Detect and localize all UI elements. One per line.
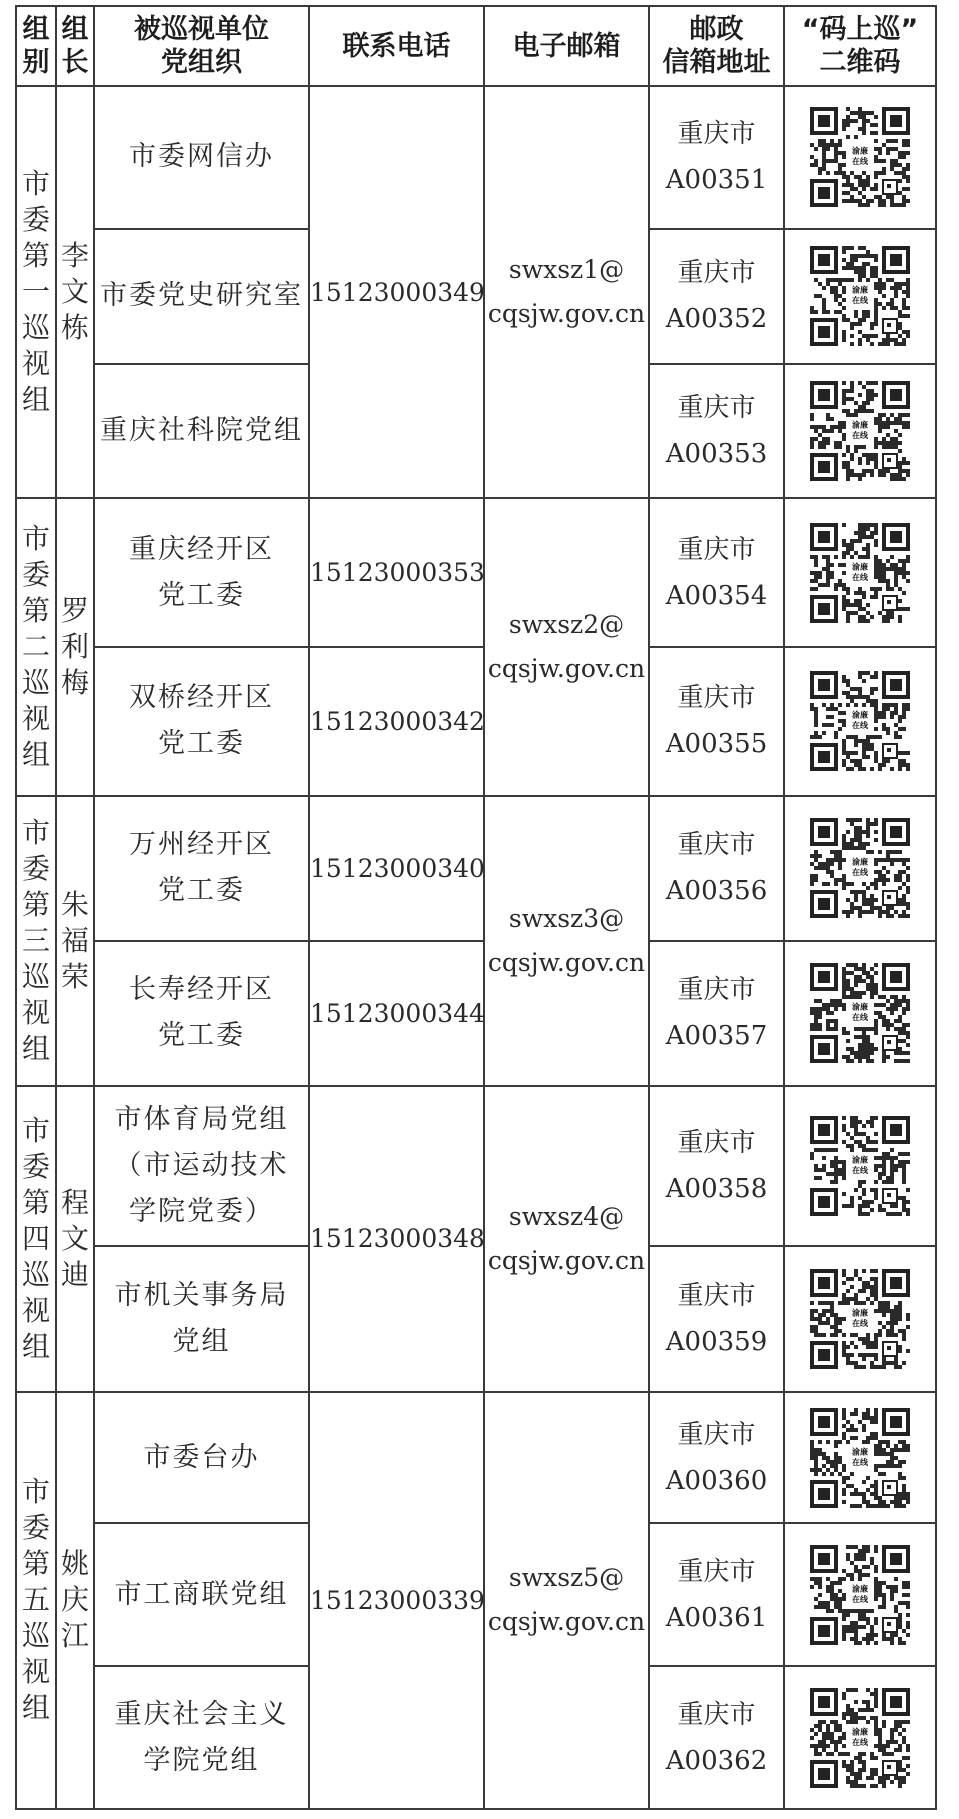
unit-cell bbox=[94, 86, 309, 229]
qr-code-icon bbox=[810, 1269, 910, 1369]
email-cell bbox=[484, 1086, 649, 1392]
unit-line: 市工商联党组 bbox=[114, 1578, 289, 1610]
qr-cell bbox=[784, 1086, 936, 1246]
table-row bbox=[16, 647, 936, 796]
postal-city: 重庆市 bbox=[677, 119, 756, 150]
header-unit: 被巡视单位 党组织 bbox=[94, 6, 309, 86]
phone-cell bbox=[309, 498, 484, 647]
table-row bbox=[16, 941, 936, 1086]
email-line: swxsz5@ bbox=[508, 1563, 625, 1593]
email-line: cqsjw.gov.cn bbox=[487, 299, 646, 329]
phone-cell bbox=[309, 86, 484, 498]
unit-line: 重庆社科院党组 bbox=[100, 415, 303, 447]
postal-city: 重庆市 bbox=[677, 1699, 756, 1730]
qr-code-icon bbox=[810, 1408, 910, 1508]
group-name-cell bbox=[16, 796, 56, 1086]
svg-text:在线: 在线 bbox=[852, 1737, 868, 1747]
svg-text:渝廉: 渝廉 bbox=[852, 420, 868, 430]
unit-line: 党工委 bbox=[158, 579, 245, 611]
svg-text:在线: 在线 bbox=[852, 1318, 868, 1328]
email-line: cqsjw.gov.cn bbox=[487, 1245, 646, 1275]
unit-line: 学院党委） bbox=[129, 1195, 274, 1227]
phone-number: 15123000344 bbox=[310, 998, 485, 1028]
qr-cell bbox=[784, 796, 936, 941]
unit-cell bbox=[94, 1523, 309, 1666]
table-row bbox=[16, 1086, 936, 1246]
postal-cell bbox=[649, 1086, 784, 1246]
svg-text:在线: 在线 bbox=[852, 296, 868, 306]
qr-cell bbox=[784, 1523, 936, 1666]
phone-cell bbox=[309, 1086, 484, 1392]
qr-cell bbox=[784, 364, 936, 499]
table-row bbox=[16, 796, 936, 941]
unit-cell bbox=[94, 941, 309, 1086]
header-email: 电子邮箱 bbox=[484, 6, 649, 86]
inspection-contact-table bbox=[15, 5, 937, 1810]
header-qr: “码上巡” 二维码 bbox=[784, 6, 936, 86]
postal-cell bbox=[649, 364, 784, 499]
svg-text:在线: 在线 bbox=[852, 430, 868, 440]
unit-cell bbox=[94, 1666, 309, 1809]
group-name: 市委第二巡视组 bbox=[21, 521, 50, 771]
group-name: 市委第一巡视组 bbox=[21, 167, 50, 417]
group-leader-cell bbox=[56, 498, 94, 795]
email-cell bbox=[484, 796, 649, 1086]
qr-code-icon bbox=[810, 671, 910, 771]
postal-cell bbox=[649, 647, 784, 796]
postal-code: A00352 bbox=[665, 304, 768, 335]
qr-cell bbox=[784, 86, 936, 229]
svg-text:在线: 在线 bbox=[852, 1012, 868, 1022]
svg-text:在线: 在线 bbox=[852, 721, 868, 731]
postal-code: A00354 bbox=[665, 580, 768, 611]
svg-text:在线: 在线 bbox=[852, 1594, 868, 1604]
postal-city: 重庆市 bbox=[677, 830, 756, 861]
phone-number: 15123000348 bbox=[310, 1224, 485, 1254]
email-line: swxsz4@ bbox=[508, 1201, 625, 1231]
qr-cell bbox=[784, 1392, 936, 1523]
postal-cell bbox=[649, 229, 784, 364]
unit-cell bbox=[94, 364, 309, 499]
qr-code-icon bbox=[810, 818, 910, 918]
qr-cell bbox=[784, 1666, 936, 1809]
postal-city: 重庆市 bbox=[677, 683, 756, 714]
qr-code-icon bbox=[810, 1116, 910, 1216]
svg-text:在线: 在线 bbox=[852, 1165, 868, 1175]
postal-cell bbox=[649, 1392, 784, 1523]
group-name-cell bbox=[16, 1086, 56, 1392]
svg-text:渝廉: 渝廉 bbox=[852, 1584, 868, 1594]
postal-cell bbox=[649, 498, 784, 647]
email-cell bbox=[484, 86, 649, 498]
table-row bbox=[16, 86, 936, 229]
postal-city: 重庆市 bbox=[677, 975, 756, 1006]
postal-code: A00358 bbox=[665, 1173, 768, 1204]
postal-cell bbox=[649, 796, 784, 941]
unit-line: 党工委 bbox=[158, 728, 245, 760]
phone-number: 15123000340 bbox=[310, 853, 485, 883]
group-leader-cell bbox=[56, 86, 94, 498]
postal-cell bbox=[649, 1523, 784, 1666]
postal-city: 重庆市 bbox=[677, 1127, 756, 1158]
phone-cell bbox=[309, 647, 484, 796]
phone-number: 15123000339 bbox=[310, 1585, 485, 1615]
table-body bbox=[16, 86, 936, 1809]
unit-cell bbox=[94, 229, 309, 364]
group-leader: 李文栋 bbox=[60, 239, 89, 345]
postal-city: 重庆市 bbox=[677, 258, 756, 289]
svg-text:渝廉: 渝廉 bbox=[852, 146, 868, 156]
svg-text:渝廉: 渝廉 bbox=[852, 285, 868, 295]
header-row bbox=[16, 6, 936, 86]
phone-number: 15123000353 bbox=[310, 558, 485, 588]
qr-cell bbox=[784, 647, 936, 796]
unit-line: 市体育局党组 bbox=[114, 1103, 289, 1135]
table-row bbox=[16, 1392, 936, 1523]
qr-cell bbox=[784, 941, 936, 1086]
qr-code-icon bbox=[810, 246, 910, 346]
unit-line: 党组 bbox=[172, 1325, 231, 1357]
group-name: 市委第三巡视组 bbox=[21, 815, 50, 1065]
group-name: 市委第五巡视组 bbox=[21, 1475, 50, 1725]
unit-line: 市委台办 bbox=[143, 1441, 260, 1473]
header-postal: 邮政 信箱地址 bbox=[649, 6, 784, 86]
unit-line: 重庆社会主义 bbox=[114, 1698, 289, 1730]
postal-city: 重庆市 bbox=[677, 1419, 756, 1450]
unit-line: 长寿经开区 bbox=[129, 974, 274, 1006]
email-line: cqsjw.gov.cn bbox=[487, 653, 646, 683]
postal-city: 重庆市 bbox=[677, 1280, 756, 1311]
svg-text:渝廉: 渝廉 bbox=[852, 1155, 868, 1165]
svg-text:在线: 在线 bbox=[852, 157, 868, 167]
qr-code-icon bbox=[810, 107, 910, 207]
postal-code: A00359 bbox=[665, 1326, 768, 1357]
group-leader: 程文迪 bbox=[60, 1185, 89, 1291]
postal-code: A00355 bbox=[665, 729, 768, 760]
unit-line: 学院党组 bbox=[143, 1744, 260, 1776]
group-leader-cell bbox=[56, 796, 94, 1086]
email-line: swxsz3@ bbox=[508, 903, 625, 933]
unit-line: 党工委 bbox=[158, 1020, 245, 1052]
group-name-cell bbox=[16, 498, 56, 795]
unit-line: 市委党史研究室 bbox=[100, 280, 303, 312]
svg-text:在线: 在线 bbox=[852, 867, 868, 877]
header-leader: 组 长 bbox=[56, 6, 94, 86]
group-leader-cell bbox=[56, 1392, 94, 1809]
svg-text:在线: 在线 bbox=[852, 1457, 868, 1467]
unit-line: （市运动技术 bbox=[114, 1149, 289, 1181]
qr-code-icon bbox=[810, 963, 910, 1063]
postal-code: A00361 bbox=[665, 1602, 768, 1633]
svg-text:渝廉: 渝廉 bbox=[852, 1446, 868, 1456]
postal-cell bbox=[649, 941, 784, 1086]
unit-cell bbox=[94, 1086, 309, 1246]
unit-cell bbox=[94, 647, 309, 796]
group-name-cell bbox=[16, 1392, 56, 1809]
unit-cell bbox=[94, 1246, 309, 1392]
group-leader: 姚庆江 bbox=[60, 1547, 89, 1653]
svg-text:在线: 在线 bbox=[852, 572, 868, 582]
postal-cell bbox=[649, 1246, 784, 1392]
email-cell bbox=[484, 498, 649, 795]
postal-city: 重庆市 bbox=[677, 1556, 756, 1587]
group-leader: 朱福荣 bbox=[60, 887, 89, 993]
group-name-cell bbox=[16, 86, 56, 498]
phone-cell bbox=[309, 1392, 484, 1809]
svg-text:渝廉: 渝廉 bbox=[852, 1726, 868, 1736]
postal-code: A00357 bbox=[665, 1021, 768, 1052]
header-phone: 联系电话 bbox=[309, 6, 484, 86]
email-line: cqsjw.gov.cn bbox=[487, 947, 646, 977]
svg-text:渝廉: 渝廉 bbox=[852, 562, 868, 572]
postal-cell bbox=[649, 1666, 784, 1809]
qr-code-icon bbox=[810, 1688, 910, 1788]
svg-text:渝廉: 渝廉 bbox=[852, 1308, 868, 1318]
phone-number: 15123000342 bbox=[310, 706, 485, 736]
unit-line: 双桥经开区 bbox=[129, 682, 274, 714]
postal-code: A00360 bbox=[665, 1465, 768, 1496]
group-leader: 罗利梅 bbox=[60, 593, 89, 699]
postal-code: A00356 bbox=[665, 876, 768, 907]
qr-cell bbox=[784, 229, 936, 364]
postal-code: A00351 bbox=[665, 165, 768, 196]
phone-cell bbox=[309, 941, 484, 1086]
postal-cell bbox=[649, 86, 784, 229]
unit-cell bbox=[94, 796, 309, 941]
header-group: 组 别 bbox=[16, 6, 56, 86]
email-line: swxsz2@ bbox=[508, 609, 625, 639]
qr-code-icon bbox=[810, 381, 910, 481]
qr-code-icon bbox=[810, 1545, 910, 1645]
postal-city: 重庆市 bbox=[677, 393, 756, 424]
postal-code: A00353 bbox=[665, 439, 768, 470]
email-line: cqsjw.gov.cn bbox=[487, 1607, 646, 1637]
svg-text:渝廉: 渝廉 bbox=[852, 1002, 868, 1012]
qr-cell bbox=[784, 1246, 936, 1392]
group-leader-cell bbox=[56, 1086, 94, 1392]
email-line: swxsz1@ bbox=[508, 255, 625, 285]
unit-cell bbox=[94, 1392, 309, 1523]
unit-line: 党工委 bbox=[158, 875, 245, 907]
group-name: 市委第四巡视组 bbox=[21, 1113, 50, 1363]
phone-number: 15123000349 bbox=[310, 277, 485, 307]
postal-city: 重庆市 bbox=[677, 534, 756, 565]
email-cell bbox=[484, 1392, 649, 1809]
qr-cell bbox=[784, 498, 936, 647]
postal-code: A00362 bbox=[665, 1745, 768, 1776]
unit-line: 万州经开区 bbox=[129, 829, 274, 861]
unit-line: 市委网信办 bbox=[129, 141, 274, 173]
table-row bbox=[16, 498, 936, 647]
svg-text:渝廉: 渝廉 bbox=[852, 710, 868, 720]
svg-text:渝廉: 渝廉 bbox=[852, 857, 868, 867]
qr-code-icon bbox=[810, 523, 910, 623]
unit-cell bbox=[94, 498, 309, 647]
unit-line: 市机关事务局 bbox=[114, 1279, 289, 1311]
unit-line: 重庆经开区 bbox=[129, 533, 274, 565]
phone-cell bbox=[309, 796, 484, 941]
